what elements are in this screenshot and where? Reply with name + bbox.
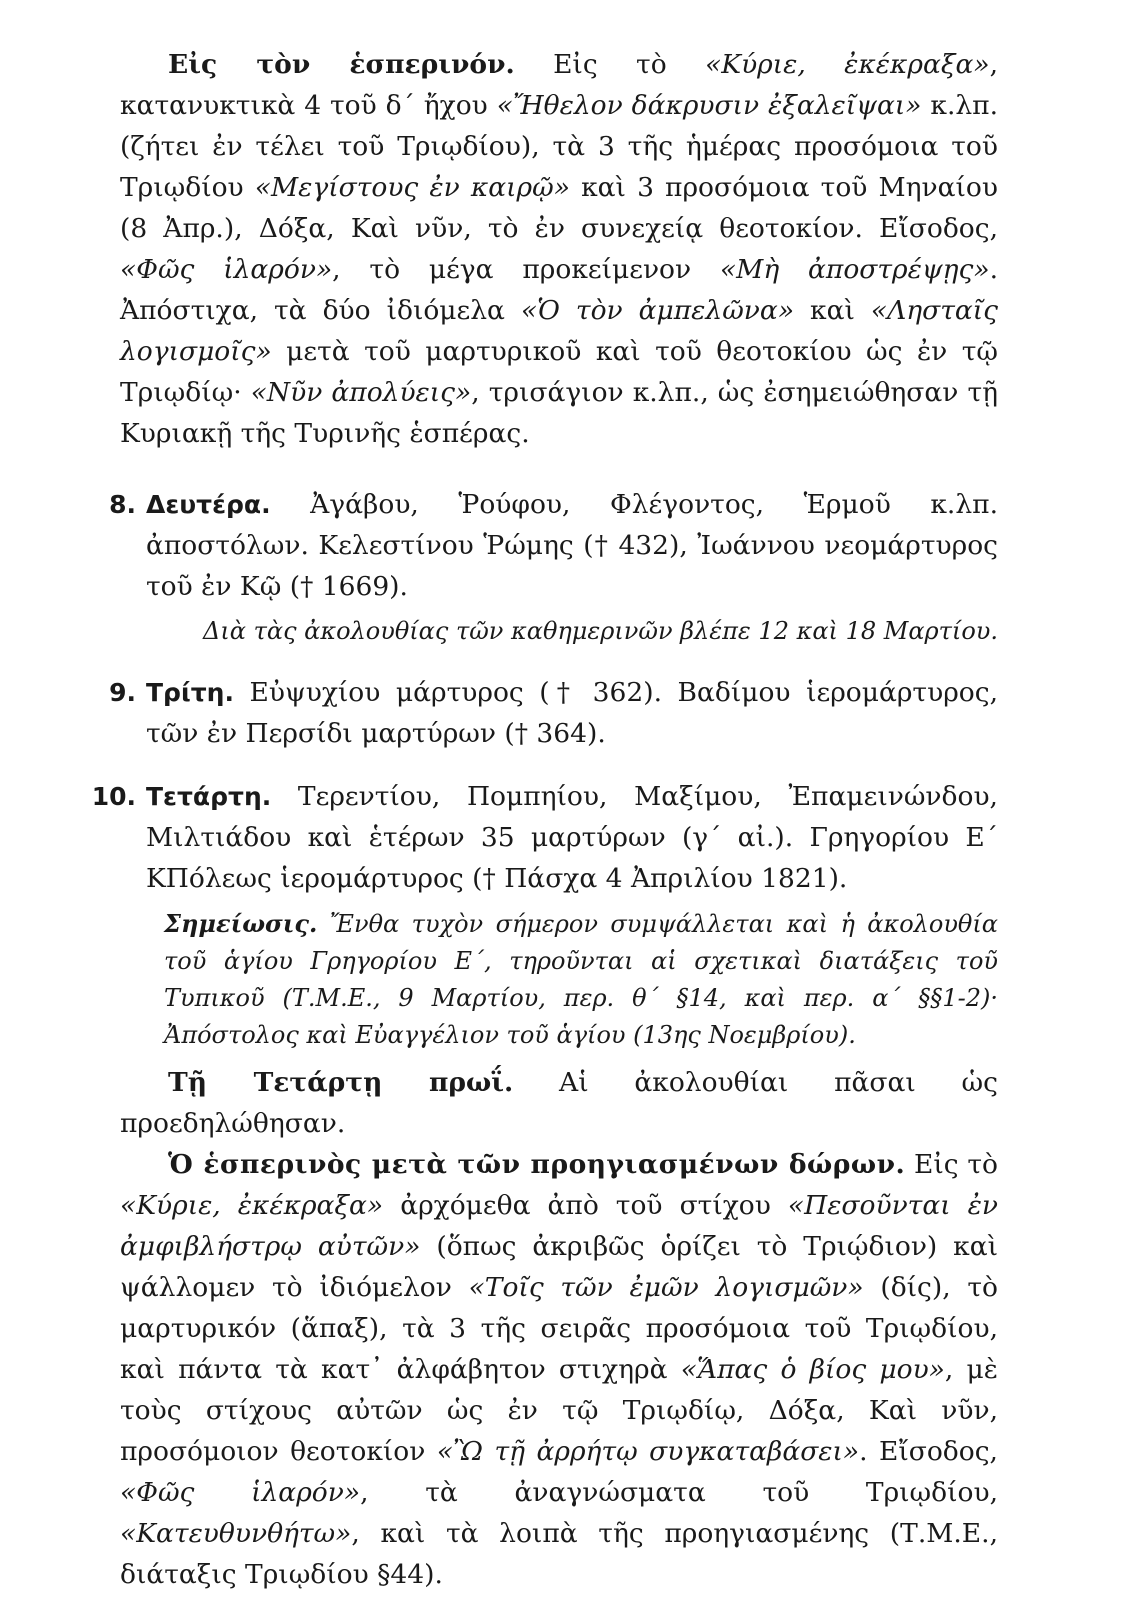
day-name: Τρίτη.: [146, 678, 234, 707]
hymn-title: «Νῦν ἀπολύεις»: [250, 377, 472, 408]
day-number: 8.: [109, 490, 136, 519]
text-run: , τὸ μέγα προκείμενον: [332, 254, 720, 285]
hymn-title: «Κατευθυνθήτω»: [120, 1518, 352, 1549]
day-saints: Ἀγάβου, Ῥούφου, Φλέγοντος, Ἑρμοῦ κ.λπ. ἀποστόλων. Κελεστίνου Ῥώμης († 432), Ἰωάννου νεομάρτυρος τοῦ ἐν Κῷ († 1669).: [146, 489, 998, 602]
text-run: καὶ 3 προσόμοια τοῦ Μηναίου (8 Ἀπρ.), Δόξα, Καὶ νῦν, τὸ ἐν συνεχείᾳ θεοτοκίον. Εἴσοδος,: [120, 172, 998, 244]
text-run: , τὰ ἀναγνώσματα τοῦ Τριῳδίου,: [360, 1477, 999, 1508]
hymn-title: «Μὴ ἀποστρέψῃς»: [719, 254, 990, 285]
day-number: 10.: [91, 782, 136, 811]
text-run: . Ἀπόστιχα, τὰ δύο ἰδιόμελα: [120, 254, 998, 326]
hymn-title: «Πεσοῦνται ἐν ἀμφιβλήστρῳ αὐτῶν»: [120, 1190, 998, 1262]
text-run: ἀρχόμεθα ἀπὸ τοῦ στίχου: [383, 1190, 788, 1221]
text-run: , μὲ τοὺς στίχους αὐτῶν ὡς ἐν τῷ Τριῳδίῳ, Δόξα, Καὶ νῦν, προσόμοιον θεοτοκίον: [120, 1354, 998, 1467]
text-run: (δίς), τὸ μαρτυρικόν (ἅπαξ), τὰ 3 τῆς σειρᾶς προσόμοια τοῦ Τριῳδίου, καὶ πάντα τὰ κατ᾽ ἀλφάβητον στιχηρὰ: [120, 1272, 999, 1385]
presanctified-heading: Ὁ ἑσπερινὸς μετὰ τῶν προηγιασμένων δώρων.: [168, 1149, 906, 1180]
presanctified-paragraph: [120, 1144, 998, 1595]
text-run: , καὶ τὰ λοιπὰ τῆς προηγιασμένης (Τ.Μ.Ε., διάταξις Τριῳδίου §44).: [120, 1518, 998, 1590]
text-run: Εἰς τὸ: [905, 1149, 998, 1180]
hymn-title: «Λησταῖς λογισμοῖς»: [120, 295, 998, 367]
hymn-title: «Ἅπας ὁ βίος μου»: [680, 1354, 945, 1385]
day-name: Δευτέρα.: [146, 490, 271, 519]
hymn-title: «Κύριε, ἐκέκραξα»: [120, 1190, 384, 1221]
day-saints: Εὐψυχίου μάρτυρος († 362). Βαδίμου ἱερομάρτυρος, τῶν ἐν Περσίδι μαρτύρων († 364).: [146, 677, 998, 749]
day-8-note: Διὰ τὰς ἀκολουθίας τῶν καθημερινῶν βλέπε 12 καὶ 18 Μαρτίου.: [203, 617, 998, 645]
text-run: (ὅπως ἀκριβῶς ὁρίζει τὸ Τριῴδιον) καὶ ψάλλομεν τὸ ἰδιόμελον: [120, 1231, 998, 1303]
text-run: Εἰς τὸ: [514, 49, 706, 80]
hymn-title: «Μεγίστους ἐν καιρῷ»: [254, 172, 570, 203]
day-10-note: [120, 905, 998, 1054]
day-entry-10: [91, 776, 998, 899]
hymn-title: «Ἤθελον δάκρυσιν ἐξαλεῖψαι»: [496, 90, 922, 121]
morning-paragraph: [120, 1062, 998, 1144]
day-saints: Τερεντίου, Πομπηίου, Μαξίμου, Ἐπαμεινώνδου, Μιλτιάδου καὶ ἑτέρων 35 μαρτύρων (γ΄ αἰ.). Γρηγορίου Ε΄ ΚΠόλεως ἱερομάρτυρος († Πάσχα 4 Ἀπριλίου 1821).: [146, 781, 998, 894]
note-label: Σημείωσις.: [164, 909, 318, 938]
hymn-title: «Φῶς ἱλαρόν»: [120, 1477, 361, 1508]
day-entry-9: [109, 672, 998, 754]
hymn-title: «Τοῖς τῶν ἐμῶν λογισμῶν»: [468, 1272, 864, 1303]
hymn-title: «Φῶς ἱλαρόν»: [120, 254, 333, 285]
note-text: Ἔνθα τυχὸν σήμερον συμψάλλεται καὶ ἡ ἀκολουθία τοῦ ἁγίου Γρηγορίου Ε΄, τηροῦνται αἱ σχετικαὶ διατάξεις τοῦ Τυπικοῦ (Τ.Μ.Ε., 9 Μαρτίου, περ. θ΄ §14, καὶ περ. α΄ §§1-2)· Ἀπόστολος καὶ Εὐαγγέλιον τοῦ ἁγίου (13ης Νοεμβρίου).: [164, 910, 998, 1049]
text-run: , κατανυκτικὰ 4 τοῦ δ΄ ἤχου: [120, 49, 998, 121]
text-run: καὶ: [794, 295, 871, 326]
text-run: . Εἴσοδος,: [859, 1436, 998, 1467]
hymn-title: «Ὢ τῇ ἀρρήτῳ συγκαταβάσει»: [436, 1436, 860, 1467]
text-run: κ.λπ. (ζήτει ἐν τέλει τοῦ Τριῳδίου), τὰ 3 τῆς ἡμέρας προσόμοια τοῦ Τριῳδίου: [120, 90, 999, 203]
day-name: Τετάρτη.: [146, 782, 272, 811]
hymn-title: «Ὁ τὸν ἀμπελῶνα»: [520, 295, 795, 326]
text-run: Αἱ ἀκολουθίαι πᾶσαι ὡς προεδηλώθησαν.: [120, 1067, 999, 1139]
morning-heading: Τῇ Τετάρτῃ πρωΐ.: [168, 1067, 514, 1098]
hymn-title: «Κύριε, ἐκέκραξα»: [705, 49, 990, 80]
text-run: μετὰ τοῦ μαρτυρικοῦ καὶ τοῦ θεοτοκίου ὡς ἐν τῷ Τριῳδίῳ·: [120, 336, 998, 408]
day-entry-8: [109, 484, 998, 607]
day-number: 9.: [109, 678, 136, 707]
text-run: , τρισάγιον κ.λπ., ὡς ἐσημειώθησαν τῇ Κυριακῇ τῆς Τυρινῆς ἑσπέρας.: [120, 377, 998, 449]
vespers-paragraph: [120, 44, 998, 454]
vespers-heading: Εἰς τὸν ἑσπερινόν.: [168, 49, 515, 80]
